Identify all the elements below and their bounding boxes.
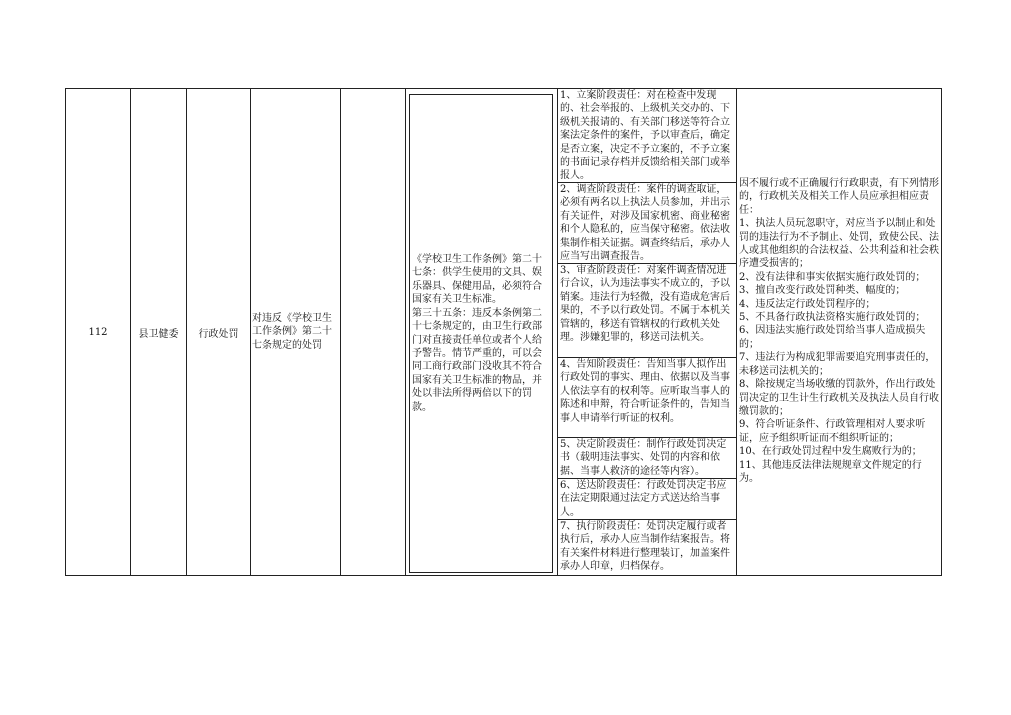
item-name-cell	[252, 89, 338, 575]
category-cell: 行政处罚	[198, 328, 239, 340]
accountability-item: 6、因违法实施行政处罚给当事人造成损失的；	[739, 325, 926, 350]
responsibility-item: 3、审查阶段责任：对案件调查情况进行合议，认为违法事实不成立的，予以销案。违法行为轻微，没有造成危害后果的，不予以行政处罚。不属于本机关管辖的，移送有管辖权的行政机关处理。涉嫌犯罪的，移送司法机关。	[560, 265, 730, 344]
responsibility-item: 4、告知阶段责任：告知当事人拟作出行政处罚的事实、理由、依据以及当事人依法享有的权利等。应听取当事人的陈述和申辩，符合听证条件的，告知当事人申请举行听证的权利。	[560, 359, 730, 424]
accountability-item: 4、违反法定行政处罚程序的；	[739, 298, 876, 310]
sub-item-cell	[341, 89, 405, 575]
segment-divider	[557, 263, 736, 264]
segment-divider	[557, 182, 736, 183]
responsibility-item: 2、调查阶段责任：案件的调查取证，必须有两名以上执法人员参加，并出示有关证件，对涉及国家机密、商业秘密和个人隐私的，应当保守秘密。依法收集制作相关证据。调查终结后，承办人应当写出调查报告。	[560, 184, 730, 263]
basis-cell	[410, 95, 552, 572]
responsibility-item: 5、决定阶段责任：制作行政处罚决定书（载明违法事实、处罚的内容和依据、当事人救济的途径等内容）。	[560, 439, 727, 477]
segment-divider	[557, 478, 736, 479]
responsibility-item: 1、立案阶段责任：对在检查中发现的、社会举报的、上级机关交办的、下级机关报请的、有关部门移送等符合立案法定条件的案件，予以审查后，确定是否立案，决定不予立案的，不予立案的书面记录存档并反馈给相关部门或举报人。	[560, 90, 730, 182]
accountability-item: 10、在行政处罚过程中发生腐败行为的；	[739, 446, 922, 458]
accountability-item: 11、其他违反法律法规规章文件规定的行为。	[739, 459, 922, 484]
accountability-item: 2、没有法律和事实依据实施行政处罚的；	[739, 271, 926, 283]
accountability-item: 3、擅自改变行政处罚种类、幅度的；	[739, 285, 906, 297]
accountability-item: 1、执法人员玩忽职守，对应当予以制止和处罚的违法行为不予制止、处罚，致使公民、法人或其他组织的合法权益、公共利益和社会秩序遭受损害的；	[739, 218, 939, 270]
segment-divider	[557, 519, 736, 520]
accountability-item: 9、符合听证条件、行政管理相对人要求听证，应予组织听证而不组织听证的；	[739, 419, 926, 444]
segment-divider	[557, 357, 736, 358]
row-number: 112	[88, 326, 108, 338]
column-divider	[405, 89, 406, 575]
accountability-cell	[737, 177, 941, 487]
responsibilities-cell	[558, 89, 735, 575]
segment-divider	[557, 437, 736, 438]
item-name-text: 对违反《学校卫生工作条例》第二十七条规定的处罚	[252, 312, 332, 351]
responsibility-item: 7、执行阶段责任：处罚决定履行或者执行后，承办人应当制作结案报告。将有关案件材料进行整理装订，加盖案件承办人印章，归档保存。	[560, 521, 730, 573]
record-table	[65, 88, 942, 576]
accountability-item: 8、除按规定当场收缴的罚款外，作出行政处罚决定的卫生计生行政机关及执法人员自行收缴罚款的；	[739, 379, 939, 417]
accountability-item: 5、不具备行政执法资格实施行政处罚的；	[739, 312, 926, 324]
accountability-intro: 因不履行或不正确履行行政职责，有下列情形的，行政机关及相关工作人员应承担相应责任：	[739, 178, 939, 216]
accountability-item: 7、违法行为构成犯罪需要追究刑事责任的，未移送司法机关的；	[739, 352, 936, 377]
basis-text: 《学校卫生工作条例》第二十七条：供学生使用的文具、娱乐器具、保健用品，必须符合国家有关卫生标准。 第三十五条：违反本条例第二十七条规定的，由卫生行政部门对直接责任单位或者个人给予警告。情节严重的，可以会同工商行政部门没收其不符合国家有关卫生标准的物品，并处以非法所得两倍以下的罚款。	[412, 254, 542, 413]
column-divider	[250, 89, 251, 575]
responsibility-item: 6、送达阶段责任：行政处罚决定书应在法定期限通过法定方式送达给当事人。	[560, 480, 727, 518]
department-cell: 县卫健委	[138, 328, 179, 340]
